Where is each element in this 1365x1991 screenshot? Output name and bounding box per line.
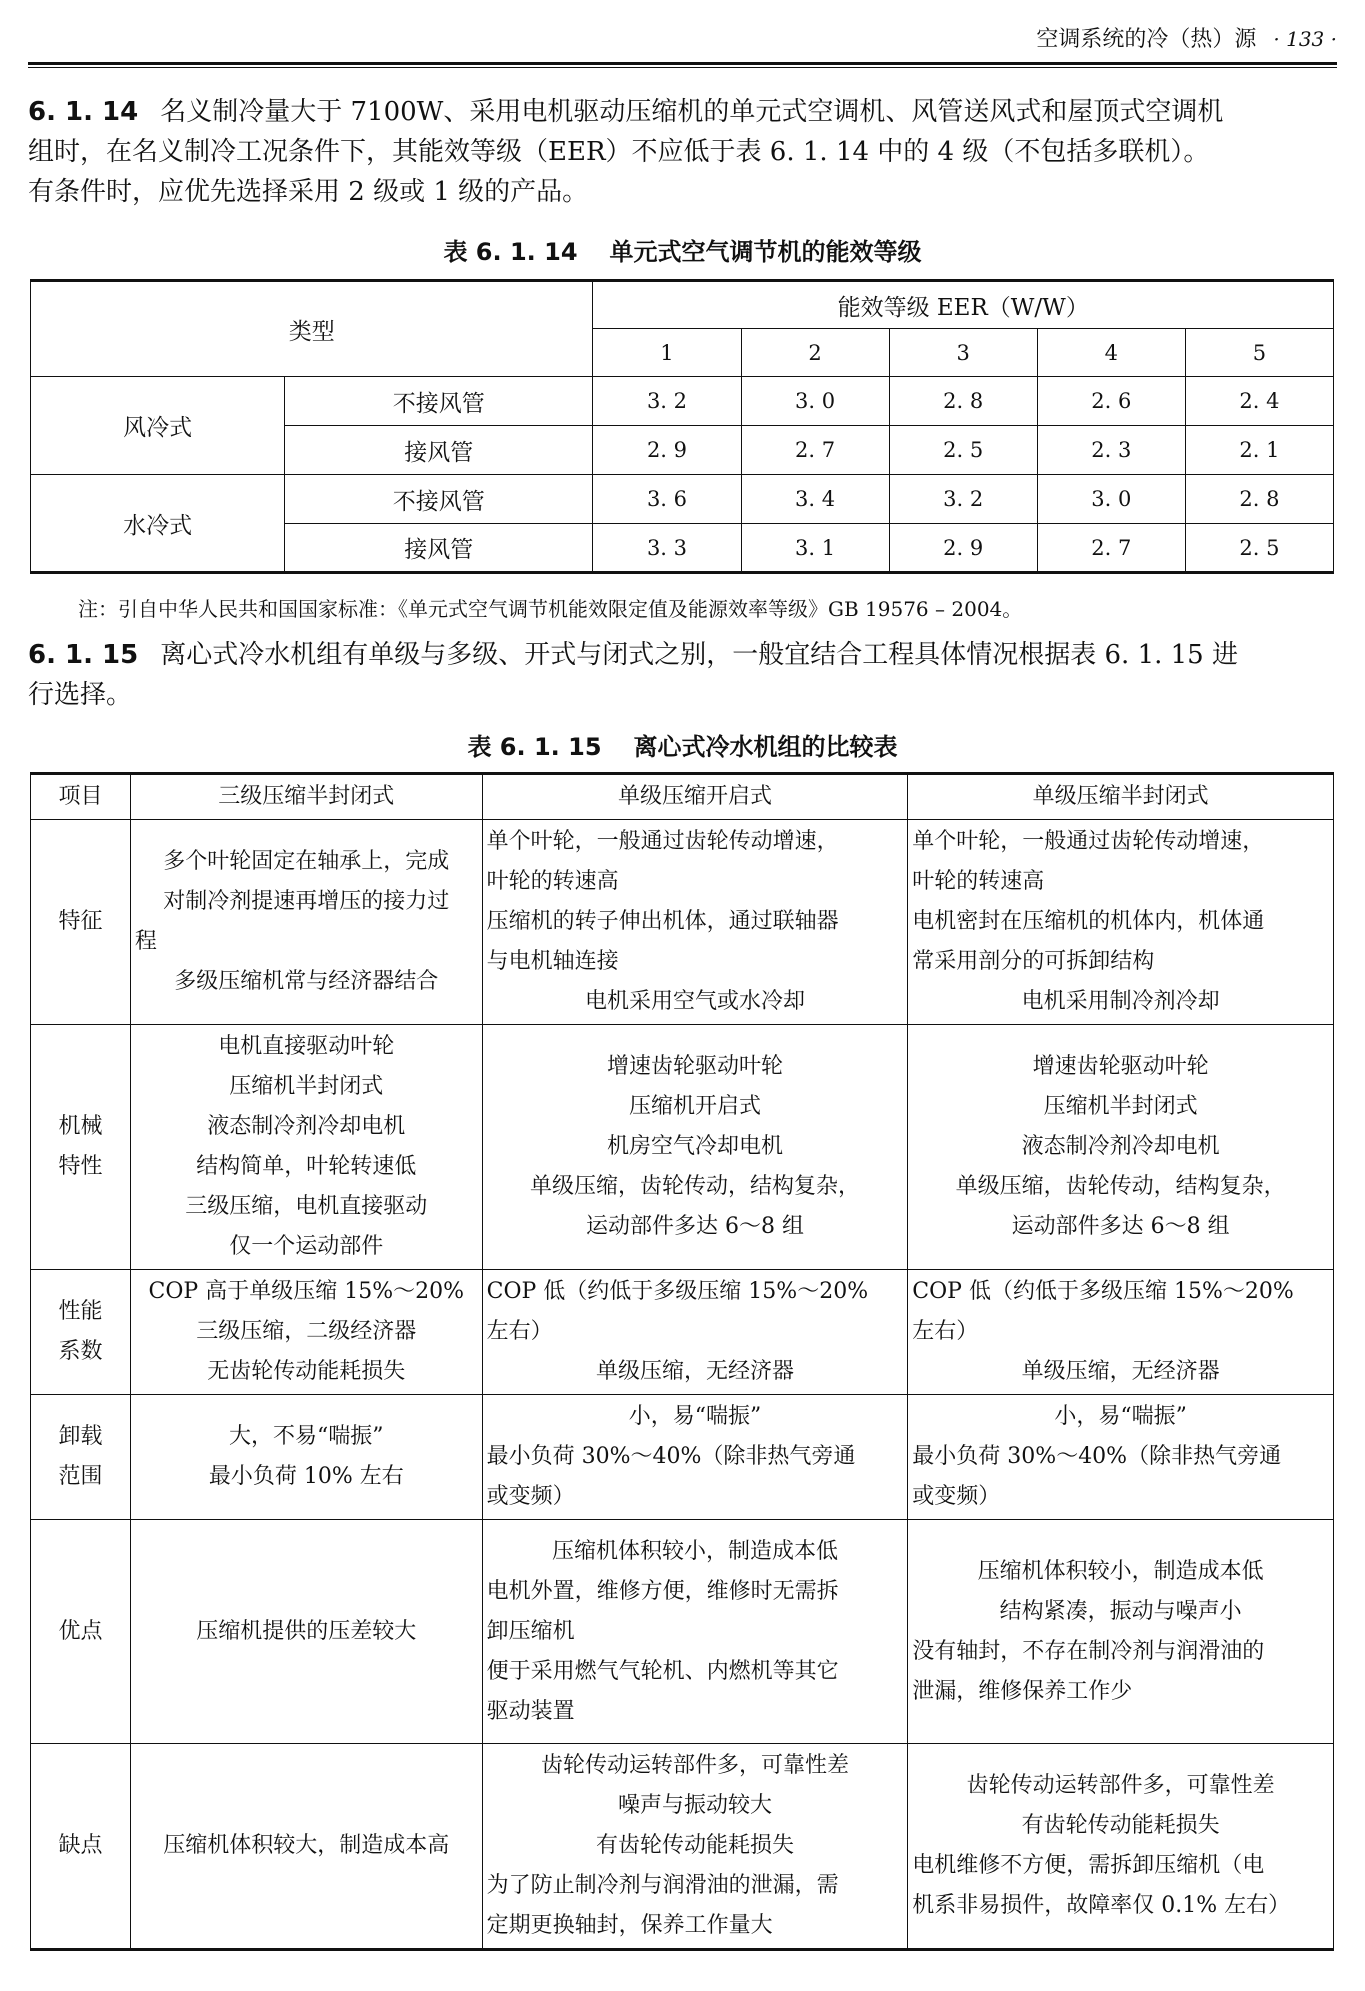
cell-line: 对制冷剂提速再增压的接力过	[163, 889, 450, 914]
cell-line: 压缩机体积较大，制造成本高	[163, 1833, 450, 1858]
cell-line: 或变频）	[912, 1484, 1001, 1509]
cell-line: 液态制冷剂冷却电机	[1021, 1134, 1220, 1159]
sub-label: 不接风管	[285, 377, 593, 426]
table-row	[31, 1744, 1334, 1950]
cell-line: 叶轮的转速高	[912, 869, 1045, 894]
eer-value: 3. 1	[741, 524, 889, 573]
row-label-line: 性能	[58, 1299, 103, 1324]
cell-line: 最小负荷 30%～40%（除非热气旁通	[486, 1444, 856, 1469]
cell-line: 多个叶轮固定在轴承上，完成	[163, 849, 450, 874]
table-number: 表 6. 1. 15	[467, 733, 602, 761]
table-title: 离心式冷水机组的比较表	[633, 733, 898, 761]
table-number: 表 6. 1. 14	[443, 238, 578, 266]
cell-line: 电机外置，维修方便，维修时无需拆	[486, 1578, 839, 1604]
cell-line: 仅一个运动部件	[229, 1234, 384, 1259]
cell-line: 压缩机开启式	[628, 1094, 761, 1119]
cell-line: 结构紧凑，振动与噪声小	[999, 1598, 1242, 1624]
header-rule	[28, 62, 1337, 65]
comparison-cell	[130, 1395, 482, 1520]
cell-line: 三级压缩，二级经济器	[196, 1319, 417, 1344]
comparison-cell	[130, 1520, 482, 1744]
clause-6-1-15	[28, 635, 1338, 715]
cell-line: 噪声与振动较大	[617, 1793, 772, 1818]
cell-line: 泄漏，维修保养工作少	[912, 1678, 1133, 1704]
cell-line: 电机采用空气或水冷却	[584, 989, 805, 1014]
cell-line: 左右）	[486, 1319, 553, 1344]
clause-line: 有条件时，应优先选择采用 2 级或 1 级的产品。	[28, 177, 589, 207]
table-row	[31, 1395, 1334, 1520]
clause-6-1-14	[28, 92, 1338, 212]
eer-value: 2. 8	[1185, 475, 1333, 524]
column-header: 项目	[31, 774, 131, 820]
header-row	[31, 774, 1334, 820]
group-label: 风冷式	[31, 377, 285, 475]
column-header: 三级压缩半封闭式	[130, 774, 482, 820]
row-label-line: 缺点	[58, 1833, 103, 1858]
row-label-line: 卸载	[58, 1424, 103, 1449]
row-label	[31, 1520, 131, 1744]
comparison-cell	[908, 1025, 1334, 1270]
cell-line: 压缩机体积较小，制造成本低	[977, 1558, 1264, 1584]
comparison-cell	[482, 1520, 908, 1744]
eer-value: 2. 5	[889, 426, 1037, 475]
comparison-cell	[908, 1744, 1334, 1950]
cell-line: 齿轮传动运转部件多，可靠性差	[540, 1753, 849, 1778]
comparison-cell	[130, 1025, 482, 1270]
comparison-cell	[908, 820, 1334, 1025]
level-header: 4	[1037, 329, 1185, 377]
eer-value: 2. 1	[1185, 426, 1333, 475]
type-header: 类型	[31, 281, 593, 377]
cell-line: 单级压缩，无经济器	[1021, 1359, 1220, 1384]
cell-line: COP 低（约低于多级压缩 15%～20%	[912, 1279, 1294, 1304]
header-rule-thin	[28, 67, 1337, 68]
cell-line: 增速齿轮驱动叶轮	[606, 1054, 783, 1079]
table-caption	[0, 232, 1365, 267]
comparison-cell	[130, 820, 482, 1025]
header-title: 空调系统的冷（热）源	[1036, 27, 1257, 52]
sub-label: 接风管	[285, 524, 593, 573]
cell-line: 机房空气冷却电机	[606, 1134, 783, 1159]
cell-line: 齿轮传动运转部件多，可靠性差	[966, 1773, 1275, 1798]
comparison-cell	[482, 1744, 908, 1950]
row-label	[31, 1025, 131, 1270]
eer-value: 2. 7	[741, 426, 889, 475]
table-row	[31, 1270, 1334, 1395]
column-header: 单级压缩开启式	[482, 774, 908, 820]
eer-value: 2. 5	[1185, 524, 1333, 573]
level-header: 5	[1185, 329, 1333, 377]
cell-line: 压缩机的转子伸出机体，通过联轴器	[486, 909, 839, 934]
eer-value: 2. 4	[1185, 377, 1333, 426]
cell-line: 小，易“喘振”	[1054, 1404, 1187, 1429]
cell-line: 左右）	[912, 1319, 979, 1344]
cell-line: 无齿轮传动能耗损失	[207, 1359, 406, 1384]
clause-number: 6. 1. 14	[28, 97, 139, 127]
cell-line: 电机采用制冷剂冷却	[1021, 989, 1220, 1014]
eer-header: 能效等级 EER（W/W）	[593, 281, 1334, 329]
cell-line: 压缩机半封闭式	[229, 1074, 384, 1099]
table-row	[31, 820, 1334, 1025]
cell-line: 有齿轮传动能耗损失	[1021, 1813, 1220, 1838]
cell-line: 与电机轴连接	[486, 949, 619, 974]
row-label	[31, 1270, 131, 1395]
comparison-cell	[130, 1270, 482, 1395]
row-label-line: 机械	[58, 1114, 103, 1139]
cell-line: 单级压缩，齿轮传动，结构复杂，	[955, 1174, 1286, 1199]
eer-table	[30, 279, 1334, 574]
eer-value: 2. 9	[593, 426, 741, 475]
cell-line: 小，易“喘振”	[628, 1404, 762, 1429]
cell-line: 没有轴封，不存在制冷剂与润滑油的	[912, 1638, 1265, 1664]
eer-value: 2. 7	[1037, 524, 1185, 573]
table-row	[31, 1025, 1334, 1270]
column-header: 单级压缩半封闭式	[908, 774, 1334, 820]
cell-line: 最小负荷 30%～40%（除非热气旁通	[912, 1444, 1282, 1469]
cell-line: 单级压缩，无经济器	[595, 1359, 794, 1384]
cell-line: 三级压缩，电机直接驱动	[185, 1194, 428, 1219]
cell-line: 压缩机提供的压差较大	[196, 1618, 417, 1644]
comparison-cell	[908, 1395, 1334, 1520]
running-header	[28, 22, 1337, 58]
table-note: 注：引自中华人民共和国国家标准：《单元式空气调节机能效限定值及能源效率等级》GB 19576 – 2004。	[78, 597, 1023, 621]
eer-value: 3. 2	[889, 475, 1037, 524]
cell-line: 为了防止制冷剂与润滑油的泄漏，需	[486, 1873, 839, 1898]
eer-value: 2. 8	[889, 377, 1037, 426]
cell-line: 叶轮的转速高	[486, 869, 619, 894]
comparison-cell	[482, 1395, 908, 1520]
cell-line: 电机密封在压缩机的机体内，机体通	[912, 909, 1265, 934]
cell-line: 有齿轮传动能耗损失	[595, 1833, 794, 1858]
cell-line: 电机维修不方便，需拆卸压缩机（电	[912, 1853, 1265, 1878]
cell-line: 常采用剖分的可拆卸结构	[912, 949, 1155, 974]
level-header: 3	[889, 329, 1037, 377]
cell-line: 电机直接驱动叶轮	[218, 1034, 395, 1059]
cell-line: 运动部件多达 6～8 组	[585, 1214, 804, 1239]
cell-line: 最小负荷 10% 左右	[208, 1464, 404, 1489]
eer-value: 3. 3	[593, 524, 741, 573]
cell-line: 单级压缩，齿轮传动，结构复杂，	[529, 1174, 860, 1199]
cell-line: 程	[134, 929, 157, 954]
table-title: 单元式空气调节机的能效等级	[609, 238, 922, 266]
comparison-cell	[482, 1025, 908, 1270]
row-label-line: 特征	[58, 909, 103, 934]
level-header: 2	[741, 329, 889, 377]
cell-line: COP 高于单级压缩 15%～20%	[148, 1279, 465, 1304]
cell-line: 定期更换轴封，保养工作量大	[486, 1913, 773, 1938]
cell-line: 结构简单，叶轮转速低	[196, 1154, 417, 1179]
row-label-line: 优点	[58, 1618, 103, 1644]
comparison-cell	[908, 1270, 1334, 1395]
cell-line: 卸压缩机	[486, 1618, 575, 1644]
comparison-cell	[908, 1520, 1334, 1744]
row-label-line: 特性	[58, 1154, 103, 1179]
cell-line: 单个叶轮，一般通过齿轮传动增速，	[912, 829, 1265, 854]
eer-value: 3. 4	[741, 475, 889, 524]
eer-value: 3. 0	[741, 377, 889, 426]
sub-label: 接风管	[285, 426, 593, 475]
eer-value: 2. 6	[1037, 377, 1185, 426]
row-label-line: 系数	[58, 1339, 103, 1364]
comparison-cell	[482, 820, 908, 1025]
cell-line: 驱动装置	[486, 1698, 575, 1724]
cell-line: 增速齿轮驱动叶轮	[1032, 1054, 1209, 1079]
row-label	[31, 1744, 131, 1950]
clause-line: 名义制冷量大于 7100W、采用电机驱动压缩机的单元式空调机、风管送风式和屋顶式空调机	[160, 97, 1224, 127]
eer-value: 2. 9	[889, 524, 1037, 573]
cell-line: 单个叶轮，一般通过齿轮传动增速，	[486, 829, 839, 854]
table-row	[31, 475, 1334, 524]
sub-label: 不接风管	[285, 475, 593, 524]
cell-line: 压缩机半封闭式	[1043, 1094, 1198, 1119]
cell-line: 压缩机体积较小，制造成本低	[551, 1538, 838, 1564]
cell-line: COP 低（约低于多级压缩 15%～20%	[486, 1279, 869, 1304]
cell-line: 机系非易损件，故障率仅 0.1% 左右）	[912, 1893, 1291, 1918]
page-number: · 133 ·	[1273, 27, 1337, 51]
comparison-cell	[482, 1270, 908, 1395]
row-label	[31, 820, 131, 1025]
eer-value: 3. 0	[1037, 475, 1185, 524]
cell-line: 液态制冷剂冷却电机	[207, 1114, 406, 1139]
eer-value: 3. 6	[593, 475, 741, 524]
table-row	[31, 1520, 1334, 1744]
clause-number: 6. 1. 15	[28, 640, 139, 670]
clause-line: 离心式冷水机组有单级与多级、开式与闭式之别，一般宜结合工程具体情况根据表 6. 1. 15 进	[160, 640, 1238, 670]
group-label: 水冷式	[31, 475, 285, 573]
cell-line: 便于采用燃气气轮机、内燃机等其它	[486, 1658, 839, 1684]
table-caption	[0, 727, 1365, 762]
comparison-cell	[130, 1744, 482, 1950]
eer-value: 2. 3	[1037, 426, 1185, 475]
cell-line: 或变频）	[486, 1484, 575, 1509]
cell-line: 运动部件多达 6～8 组	[1011, 1214, 1230, 1239]
row-label	[31, 1395, 131, 1520]
table-row	[31, 377, 1334, 426]
eer-value: 3. 2	[593, 377, 741, 426]
cell-line: 多级压缩机常与经济器结合	[174, 969, 439, 994]
row-label-line: 范围	[58, 1464, 103, 1489]
clause-line: 行选择。	[28, 680, 133, 710]
clause-line: 组时，在名义制冷工况条件下，其能效等级（EER）不应低于表 6. 1. 14 中的 4 级（不包括多联机）。	[28, 137, 1210, 167]
level-header: 1	[593, 329, 741, 377]
centrifugal-comparison-table	[30, 772, 1334, 1951]
cell-line: 大，不易“喘振”	[229, 1424, 384, 1449]
